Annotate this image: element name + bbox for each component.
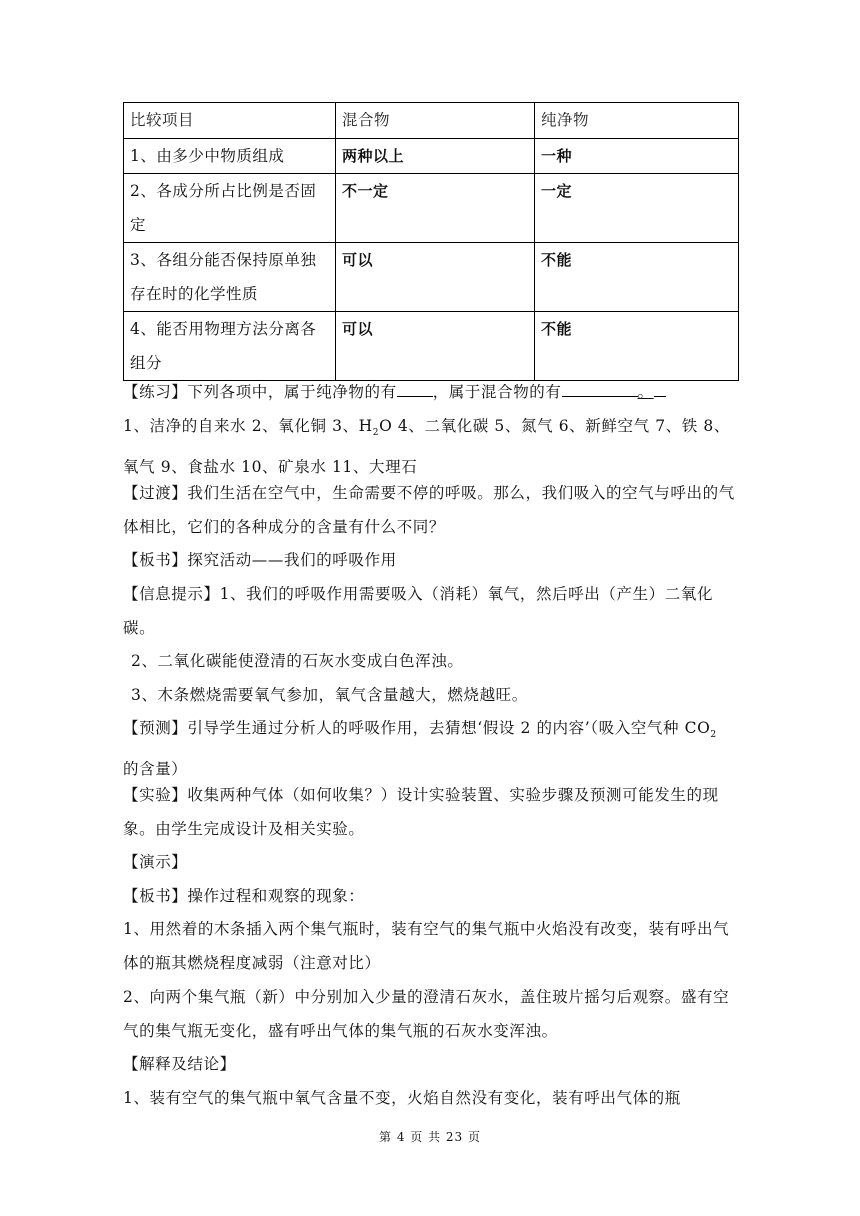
- row-mixture: 两种以上: [336, 139, 535, 174]
- row-pure: 一定: [535, 174, 739, 243]
- row-pure: 一种: [535, 139, 739, 174]
- answer-blank-tail: [654, 379, 666, 397]
- procedure-heading: 【板书】操作过程和观察的现象：: [123, 887, 365, 905]
- table-row: [124, 139, 739, 174]
- prediction-subscript: 2: [710, 730, 717, 741]
- options-text-a: 1、洁净的自来水 2、氧化铜 3、H: [123, 417, 373, 435]
- prediction-paragraph: [123, 712, 738, 786]
- info-hint-3: 3、木条燃烧需要氧气参加，氧气含量越大，燃烧越旺。: [131, 686, 528, 704]
- row-item: 1、由多少中物质组成: [124, 139, 336, 174]
- demo-heading: 【演示】: [123, 853, 188, 871]
- row-mixture: 可以: [336, 243, 535, 312]
- row-mixture: 可以: [336, 312, 535, 381]
- exercise-text-c: 。: [637, 383, 654, 401]
- answer-blank-pure: [397, 379, 433, 397]
- exercise-text-b: ，属于混合物的有: [432, 383, 562, 401]
- blackboard-title: 【板书】探究活动——我们的呼吸作用: [123, 551, 397, 569]
- answer-blank-mixture: [562, 379, 638, 397]
- header-mixture: 混合物: [336, 103, 535, 139]
- row-pure: 不能: [535, 312, 739, 381]
- row-mixture: 不一定: [336, 174, 535, 243]
- experiment-paragraph: 【实验】收集两种气体（如何收集？）设计实验装置、实验步骤及预测可能发生的现象。由学生完成设计及相关实验。: [123, 786, 719, 838]
- comparison-table: [123, 102, 739, 381]
- page-footer: 第 4 页 共 23 页: [379, 1130, 481, 1144]
- prediction-text-a: 【预测】引导学生通过分析人的呼吸作用，去猜想‘假设 2 的内容’（吸入空气种 CO: [123, 719, 711, 737]
- row-item: 2、各成分所占比例是否固定: [124, 174, 336, 243]
- table-row: [124, 312, 739, 381]
- conclusion-text: 1、装有空气的集气瓶中氧气含量不变，火焰自然没有变化，装有呼出气体的瓶: [123, 1089, 681, 1107]
- row-pure: 不能: [535, 243, 739, 312]
- exercise-prompt: [123, 376, 738, 410]
- prediction-text-b: 的含量）: [123, 759, 188, 778]
- row-item: 3、各组分能否保持原单独存在时的化学性质: [124, 243, 336, 312]
- procedure-step-2: 2、向两个集气瓶（新）中分别加入少量的澄清石灰水，盖住玻片摇匀后观察。盛有空气的集气瓶无变化，盛有呼出气体的集气瓶的石灰水变浑浊。: [123, 988, 730, 1040]
- header-pure: 纯净物: [535, 103, 739, 139]
- table-row: [124, 174, 739, 243]
- row-item: 4、能否用物理方法分离各组分: [124, 312, 336, 381]
- options-subscript: 2: [372, 428, 380, 439]
- conclusion-heading: 【解释及结论】: [123, 1055, 236, 1073]
- info-hint-2: 2、二氧化碳能使澄清的石灰水变成白色浑浊。: [131, 652, 464, 670]
- table-row: [124, 243, 739, 312]
- exercise-text-a: 【练习】下列各项中，属于纯净物的有: [123, 383, 397, 401]
- table-header-row: [124, 103, 739, 139]
- exercise-options: [123, 410, 738, 484]
- header-item: 比较项目: [124, 103, 336, 139]
- options-text-b: O 4、二氧化碳 5、氮气 6、新鲜空气 7、铁 8、氧气 9、食盐水 10、矿泉水 11、大理石: [123, 417, 730, 476]
- transition-paragraph: 【过渡】我们生活在空气中，生命需要不停的呼吸。那么，我们吸入的空气与呼出的气体相比，它们的各种成分的含量有什么不同？: [123, 484, 735, 536]
- info-hint: 【信息提示】1、我们的呼吸作用需要吸入（消耗）氧气，然后呼出（产生）二氧化碳。: [123, 585, 714, 637]
- procedure-step-1: 1、用然着的木条插入两个集气瓶时，装有空气的集气瓶中火焰没有改变，装有呼出气体的瓶其燃烧程度减弱（注意对比）: [123, 920, 730, 972]
